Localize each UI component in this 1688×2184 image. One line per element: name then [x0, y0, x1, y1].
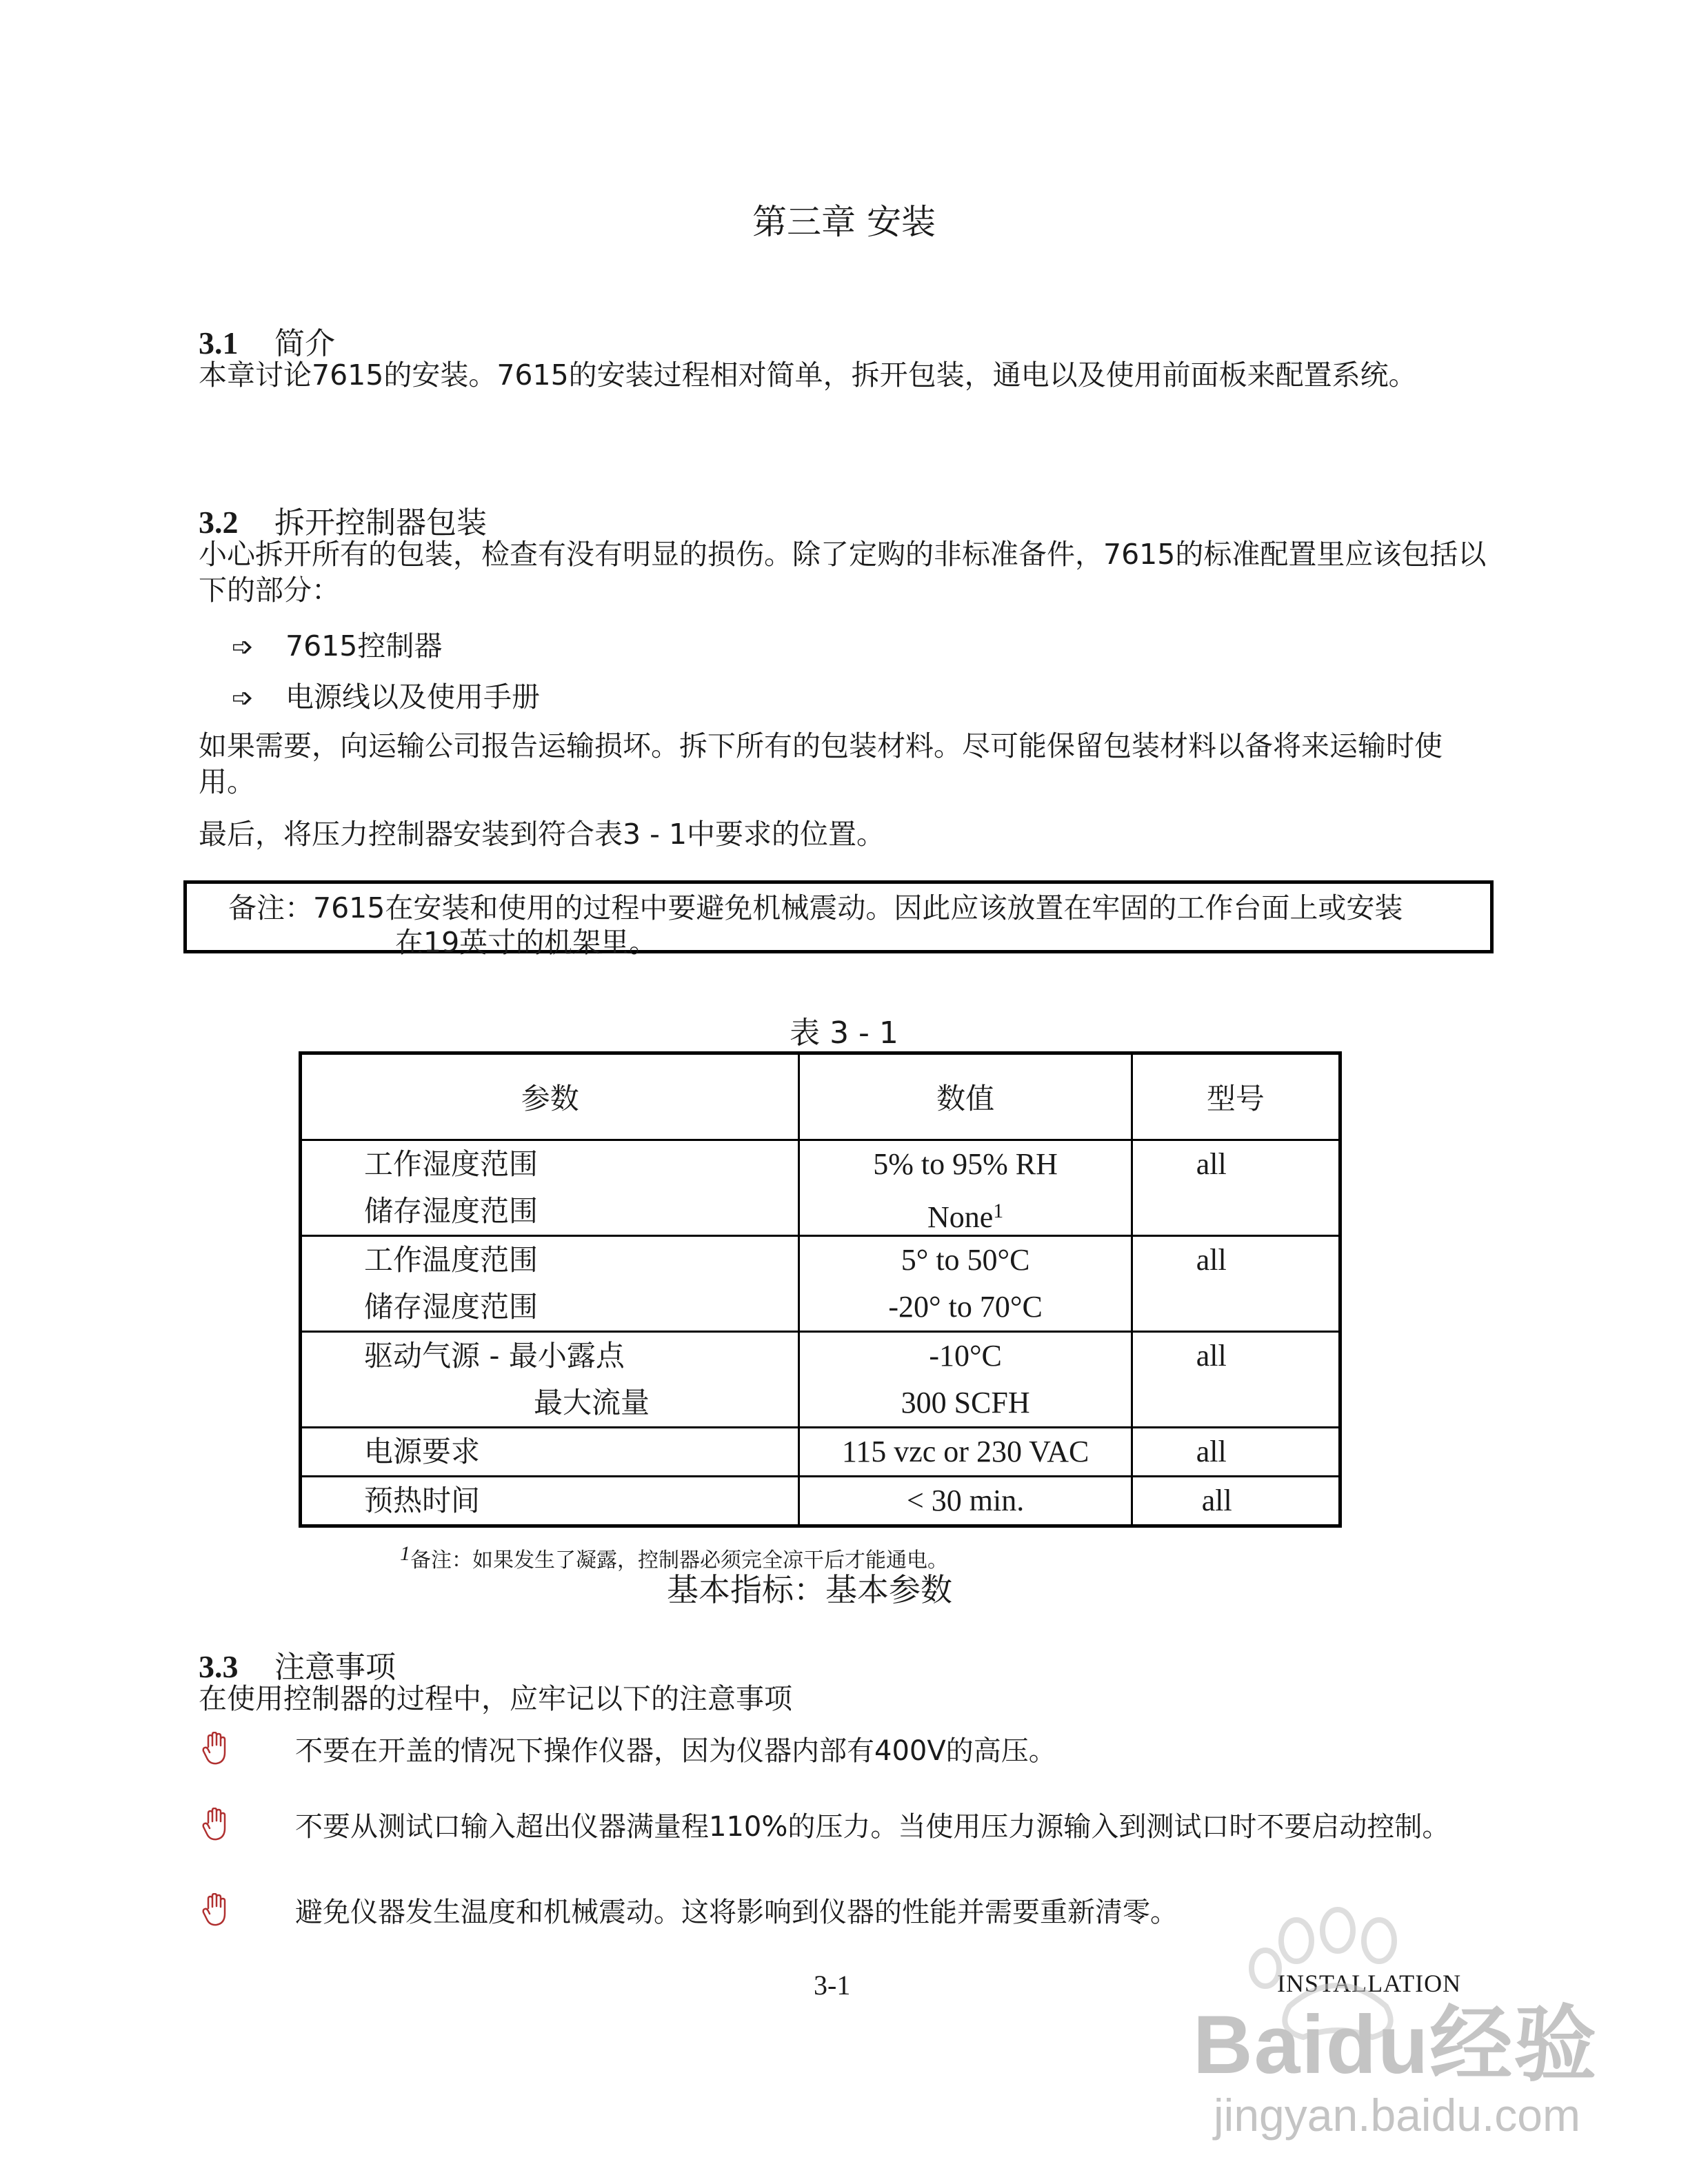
table-row — [301, 1332, 1340, 1428]
footnote-marker: 1 — [400, 1542, 410, 1565]
section-3-1-body: 本章讨论7615的安装。7615的安装过程相对简单，拆开包装，通电以及使用前面板来配置系统。 — [199, 358, 1417, 392]
footnote-marker: 1 — [993, 1200, 1004, 1222]
list-item: ➩ 7615控制器 — [232, 629, 443, 663]
table-row — [301, 1140, 1340, 1236]
value-cell: < 30 min. — [799, 1477, 1132, 1526]
page-number: 3-1 — [814, 1970, 851, 2001]
section-heading-3-2 — [199, 498, 487, 542]
table-subtitle: 基本指标：基本参数 — [667, 1571, 952, 1608]
spec-table — [299, 1051, 1342, 1528]
param-cell: 工作湿度范围 储存湿度范围 — [301, 1140, 799, 1236]
note-line-2: 在19英寸的机架里。 — [395, 926, 658, 959]
chapter-title: 第三章 安装 — [752, 202, 936, 242]
list-item: ➩ 电源线以及使用手册 — [232, 680, 540, 714]
caution-item: 不要从测试口输入超出仪器满量程110%的压力。当使用压力源输入到测试口时不要启动控制。 — [201, 1805, 1449, 1849]
table-footnote: 1备注：如果发生了凝露，控制器必须完全凉干后才能通电。 — [400, 1542, 948, 1573]
section-number: 3.2 — [199, 505, 239, 540]
value-cell: 115 vzc or 230 VAC — [799, 1428, 1132, 1477]
note-line-1: 备注：7615在安装和使用的过程中要避免机械震动。因此应该放置在牢固的工作台面上或安装 — [228, 891, 1403, 924]
table-caption: 表 3 - 1 — [790, 1015, 898, 1051]
section-3-2-final: 最后，将压力控制器安装到符合表3 - 1中要求的位置。 — [199, 818, 885, 851]
section-title: 拆开控制器包装 — [274, 505, 487, 540]
model-cell: all — [1132, 1428, 1340, 1477]
caution-hand-icon — [201, 1808, 295, 1849]
header-model: 型号 — [1132, 1053, 1340, 1140]
table-row — [301, 1236, 1340, 1332]
section-heading-3-3 — [199, 1642, 396, 1686]
section-heading-3-1 — [199, 318, 335, 363]
model-cell: all — [1132, 1332, 1340, 1428]
arrow-icon: ➩ — [232, 631, 254, 662]
section-title: 注意事项 — [274, 1650, 396, 1685]
table-row — [301, 1477, 1340, 1526]
model-cell: all — [1132, 1140, 1340, 1236]
header-parameter: 参数 — [301, 1053, 799, 1140]
value-cell: 5° to 50°C -20° to 70°C — [799, 1236, 1132, 1332]
model-cell: all — [1132, 1236, 1340, 1332]
section-3-2-after: 如果需要，向运输公司报告运输损坏。拆下所有的包装材料。尽可能保留包装材料以备将来运输时使用。 — [199, 729, 1443, 798]
arrow-icon: ➩ — [232, 682, 254, 713]
section-3-2-body: 小心拆开所有的包装，检查有没有明显的损伤。除了定购的非标准备件，7615的标准配置里应该包括以下的部分： — [199, 538, 1487, 607]
section-number: 3.3 — [199, 1649, 239, 1684]
header-value: 数值 — [799, 1053, 1132, 1140]
watermark-brand: Baidu经验 — [1193, 1999, 1598, 2091]
param-cell: 预热时间 — [301, 1477, 799, 1526]
table-row — [301, 1428, 1340, 1477]
note-box — [183, 880, 1494, 959]
caution-item: 不要在开盖的情况下操作仪器，因为仪器内部有400V的高压。 — [201, 1729, 1056, 1773]
param-cell: 驱动气源 - 最小露点 最大流量 — [301, 1332, 799, 1428]
caution-hand-icon — [201, 1732, 295, 1773]
value-cell: 5% to 95% RH None$^1$ — [799, 1140, 1132, 1236]
model-cell: all — [1132, 1477, 1340, 1526]
section-number: 3.1 — [199, 325, 239, 361]
caution-hand-icon — [201, 1893, 295, 1934]
section-title: 简介 — [274, 326, 335, 361]
caution-item: 避免仪器发生温度和机械震动。这将影响到仪器的性能并需要重新清零。 — [201, 1890, 1178, 1934]
param-cell: 工作温度范围 储存湿度范围 — [301, 1236, 799, 1332]
value-cell: -10°C 300 SCFH — [799, 1332, 1132, 1428]
table-header-row — [301, 1053, 1340, 1140]
param-cell: 电源要求 — [301, 1428, 799, 1477]
footer-label: INSTALLATION — [1277, 1970, 1462, 1997]
watermark-url: jingyan.baidu.com — [1214, 2090, 1580, 2141]
section-3-3-body: 在使用控制器的过程中，应牢记以下的注意事项 — [199, 1682, 792, 1715]
